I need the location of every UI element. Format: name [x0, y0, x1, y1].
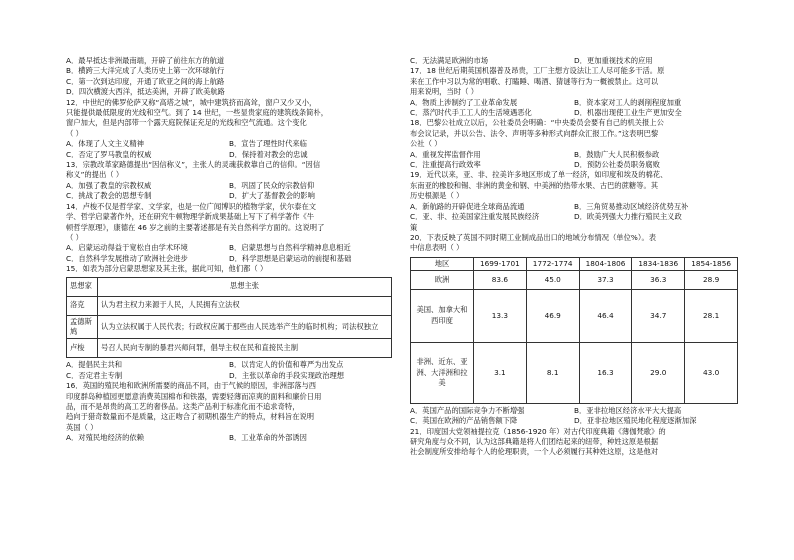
q19-stem: 19．近代以来，亚、非、拉美许多地区形成了单一经济，如印度和埃及的棉花、	[410, 170, 668, 180]
table-cell-value: 28.9	[685, 270, 738, 289]
table-cell-value: 16.3	[579, 342, 632, 403]
q13-option: A．加强了教皇的宗教权威	[66, 180, 152, 190]
q17-stem: 用来说明，当时（ ）	[410, 87, 478, 97]
q14-option: D．科学思想是启蒙运动的前提和基础	[229, 253, 352, 263]
table-cell-value: 28.1	[685, 289, 738, 342]
q20-stem: 中信息表明（ ）	[410, 243, 464, 253]
q20-options-row	[410, 406, 738, 416]
q14-stem: 顿哲学原理》，康德在 46 岁之前的主要著述都是有关自然科学方面的。这说明了	[66, 222, 325, 232]
q11-option-a: A．最早抵达非洲最南端，开辟了前往东方的航道	[66, 56, 225, 65]
q20-option: A．英国产品的国际竞争力不断增强	[410, 405, 525, 415]
q20-stem: 20．下表反映了英国不同时期工业制成品出口的地域分布情况（单位%）。表	[410, 232, 657, 242]
q14-stem: 14．卢梭不仅是哲学家、文学家，也是一位广闻博识的植物学家，伏尔泰在文	[66, 201, 317, 211]
q12-options-row	[66, 150, 392, 160]
q16-option: C．无法满足欧洲的市场	[410, 56, 489, 65]
table-header-cell: 思想家	[67, 277, 98, 296]
q15-option: B．以肯定人的价值和尊严为出发点	[229, 360, 344, 370]
q19-option: A．新航路的开辟促进全球商品流通	[410, 201, 525, 211]
table-cell-value: 37.3	[579, 270, 632, 289]
q16-option: A．对殖民地经济的依赖	[66, 433, 144, 443]
q19-option-tail: 策	[410, 222, 418, 232]
table-row	[67, 296, 392, 315]
q21-stem: 21．印度国大党领袖提拉克（1856-1920 年）对古代印度典籍《薄伽梵歌》的	[410, 426, 666, 436]
table-row	[411, 342, 738, 403]
q12-option: C．否定了罗马教皇的权威	[66, 149, 152, 159]
left-column	[66, 56, 392, 444]
q17-option: A．物质上涉制约了工业革命发展	[410, 97, 518, 107]
q21-stem: 研究角度与众不同，认为这部典籍是将人们团结起来的纽带，种姓这原是根据	[410, 436, 659, 446]
q21-stem: 社会制度所安排给每个人的伦理职责，一个人必须履行其种姓这原，这是他对	[410, 447, 659, 457]
q11-option-d: D．四次横渡大西洋，抵达美洲，开辟了欧美航路	[66, 87, 225, 97]
table-row	[411, 289, 738, 342]
table-header-cell: 1699-1701	[474, 257, 527, 270]
q16-options-row	[410, 56, 738, 66]
q12-option: D．保持着对教会的忠诚	[229, 149, 308, 159]
q16-option: D．更加重视技术的应用	[574, 56, 653, 65]
q14-answer-blank: （ ）	[66, 232, 83, 242]
q17-stem: 来在工作中习以为常的唱歌、打瞌睡、喝酒、猜谜等行为一概被禁止。这可以	[410, 76, 659, 86]
table-cell-region: 欧洲	[411, 270, 474, 289]
q13-option: B．巩固了民众的宗教信仰	[229, 180, 315, 190]
q12-stem: 只能提供最低限度的光线和空气。到了 14 世纪，一些显贵家庭的建筑线条简朴，	[66, 108, 329, 118]
q16-stem: 趋向于猎奇数量而不是质量，这正吻合了初期机器生产的特点，材料旨在说明	[66, 412, 315, 422]
q18-options-row	[410, 160, 738, 170]
q20-options-row	[410, 416, 738, 426]
q13-options-row	[66, 191, 392, 201]
q11-option-b: B．横跨三大洋完成了人类历史上第一次环球航行	[66, 66, 225, 76]
table-cell-value: 43.0	[685, 342, 738, 403]
table-header-cell: 1854-1856	[685, 257, 738, 270]
q18-option: B．鼓励广大人民积极参政	[574, 149, 660, 159]
q17-option: C．蒸汽时代手工工人的生活境遇恶化	[410, 108, 532, 118]
table-cell-thinker: 卢梭	[67, 339, 98, 358]
table-cell-idea: 号召人民向专制的暴君兴师问罪，倡导主权在民和直接民主制	[98, 339, 392, 358]
q14-option: B．启蒙思想与自然科学精神息息相近	[229, 243, 351, 253]
q18-option: C．注重提高行政效率	[410, 160, 481, 170]
q19-options-row	[410, 202, 738, 212]
table-cell-value: 46.9	[526, 289, 579, 342]
table-header-row	[67, 277, 392, 296]
q16-stem: 英国（ ）	[66, 422, 98, 432]
table-cell-value: 83.6	[474, 270, 527, 289]
q13-options-row	[66, 181, 392, 191]
table-row	[67, 315, 392, 339]
q15-option: D．主张以革命的手段实现政治理想	[229, 370, 345, 380]
q18-stem: 布会议记录，并以公告、法令、声明等多种形式向群众汇报工作。”这表明巴黎	[410, 128, 659, 138]
q14-stem: 学、哲学启蒙著作外，还在研究牛顿物理学新成果基础上写下了科学著作《牛	[66, 212, 315, 222]
q14-options-row	[66, 254, 392, 264]
q18-option: D．预防公社委员职务腐败	[574, 160, 660, 170]
q15-stem: 15．如表为部分启蒙思想家及其主张，据此可知，他们都（ ）	[66, 264, 268, 274]
table-cell-value: 34.7	[632, 289, 685, 342]
thinkers-table	[66, 277, 392, 359]
q19-option: D．欧美列强大力推行殖民主义政	[574, 212, 682, 222]
table-cell-idea: 认为立法权属于人民代表；行政权应属于那些由人民选举产生的临时机构；司法权独立	[98, 315, 392, 339]
table-header-cell: 地区	[411, 257, 474, 270]
table-cell-value: 3.1	[474, 342, 527, 403]
q16-stem: 品，而不是昂贵的高工艺的奢侈品。这类产品利于标准化而不追求奇特，	[66, 401, 300, 411]
table-cell-value: 36.3	[632, 270, 685, 289]
q16-option: B．工业革命的外部诱因	[229, 433, 307, 443]
q13-stem: 称义”的提出（ ）	[66, 170, 124, 180]
export-distribution-table	[410, 257, 738, 404]
q17-stem: 17．18 世纪后期英国机器普及昂贵，工厂主想方设法让工人尽可能多干活。原	[410, 66, 665, 76]
q15-options-row	[66, 371, 392, 381]
q20-option: B．亚非拉地区经济水平大大提高	[574, 405, 682, 415]
q17-options-row	[410, 108, 738, 118]
q14-options-row	[66, 243, 392, 253]
q12-option: A．体现了人文主义精神	[66, 139, 144, 149]
q12-options-row	[66, 139, 392, 149]
q19-options-row	[410, 212, 738, 222]
q18-stem: 18．巴黎公社成立以后，公社委员会明确：“中央委员会要有自己的机关报上公	[410, 118, 664, 128]
q20-option: D．亚非拉地区殖民地化程度逐渐加深	[574, 416, 697, 426]
q15-options-row	[66, 360, 392, 370]
table-row	[67, 339, 392, 358]
q12-stem: 12．中世纪的佛罗伦萨又称“高塔之城”，城中建筑挤而高耸，窗户又少又小，	[66, 97, 317, 107]
q17-option: B．资本家对工人的剥削程度加重	[574, 97, 682, 107]
q17-option: D．机器出现使工业生产更加安全	[574, 108, 682, 118]
q14-option: C．自然科学发展推动了欧洲社会进步	[66, 253, 188, 263]
q19-option: B．三角贸易推动区域经济优势互补	[574, 201, 689, 211]
q16-stem: 印度群岛种植园更愿意消费英国棉布和铁器，需要轻薄而凉爽的面料和廉价日用	[66, 391, 322, 401]
table-cell-value: 46.4	[579, 289, 632, 342]
q13-option: C．挑战了教会的思想专制	[66, 191, 152, 201]
q12-answer-blank: （ ）	[66, 128, 83, 138]
table-cell-value: 45.0	[526, 270, 579, 289]
q16-options-row	[66, 433, 392, 443]
table-cell-thinker: 孟德斯鸠	[67, 315, 98, 339]
q19-stem: 东南亚的橡胶和锡、非洲的黄金和钢、中美洲的热带水果、古巴的蔗糖等。其	[410, 180, 659, 190]
table-header-cell: 1804-1806	[579, 257, 632, 270]
q11-option-c: C．第一次到达印度，开通了欧亚之间的海上航路	[66, 76, 225, 86]
table-header-row	[411, 257, 738, 270]
table-cell-region: 美国、加拿大和西印度	[411, 289, 474, 342]
right-column	[410, 56, 738, 458]
q12-option: B．宣告了理性时代来临	[229, 139, 307, 149]
table-header-cell: 1834-1836	[632, 257, 685, 270]
q13-stem: 13．宗教改革家路德提出“因信称义”，主张人的灵魂获救靠自己的信仰。“因信	[66, 160, 321, 170]
table-header-cell: 思想主张	[98, 277, 392, 296]
table-cell-value: 13.3	[474, 289, 527, 342]
q18-stem: 公社（ ）	[410, 139, 442, 149]
q14-option: A．启蒙运动得益于宽松自由学术环境	[66, 243, 188, 253]
q18-option: A．重视发挥监督作用	[410, 149, 481, 159]
table-cell-region: 非洲、近东、亚洲、大洋洲和拉美	[411, 342, 474, 403]
table-cell-value: 29.0	[632, 342, 685, 403]
q13-option: D．扩大了基督教会的影响	[229, 191, 315, 201]
q15-option: C．否定君主专制	[66, 370, 123, 380]
q17-options-row	[410, 98, 738, 108]
q19-option: C．亚、非、拉美国家注重发展民族经济	[410, 212, 540, 222]
q20-option: C．英国在欧洲的产品销售额下降	[410, 416, 518, 426]
q19-stem: 历史根源是（ ）	[410, 191, 464, 201]
table-row	[411, 270, 738, 289]
q16-stem: 16．英国的殖民地和欧洲所需要的商品不同，由于气候的原因，非洲部落与西	[66, 381, 317, 391]
q18-options-row	[410, 150, 738, 160]
table-cell-idea: 认为君主权力来源于人民，人民拥有立法权	[98, 296, 392, 315]
table-cell-thinker: 洛克	[67, 296, 98, 315]
q12-stem: 窗户加大，但是内部带一个露天庭院保证充足的光线和空气流通。这个变化	[66, 118, 307, 128]
table-header-cell: 1772-1774	[526, 257, 579, 270]
q15-option: A．提倡民主共和	[66, 360, 123, 370]
table-cell-value: 8.1	[526, 342, 579, 403]
